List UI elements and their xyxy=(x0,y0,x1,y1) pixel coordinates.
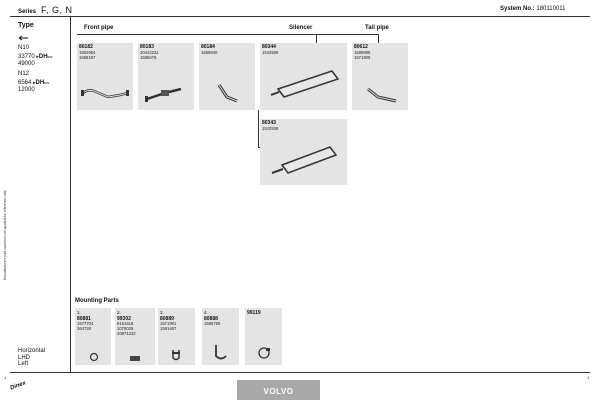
mount-drive: LHD xyxy=(18,354,31,361)
mounting-number: 80889 xyxy=(160,316,174,322)
part-refs: 1586940 xyxy=(201,50,218,55)
mounting-index: 1. xyxy=(77,310,81,315)
dinex-logo: Dinex xyxy=(9,380,27,392)
band-clamp-icon xyxy=(257,346,271,360)
part-card[interactable] xyxy=(352,43,408,110)
part-refs: 1582954 1598197 xyxy=(79,50,96,60)
direction-arrow-icon xyxy=(18,35,30,43)
vehicle-model: N10 xyxy=(18,45,30,51)
mounting-refs: 1571991 1591467 xyxy=(160,321,177,331)
part-number: 80182 xyxy=(79,44,93,50)
part-card[interactable] xyxy=(138,43,194,110)
mounting-number: 80888 xyxy=(204,316,218,322)
part-number: 80343 xyxy=(262,120,276,126)
page-number-left: 1 xyxy=(4,375,7,380)
series-value: F, G, N xyxy=(41,5,73,15)
part-card[interactable] xyxy=(199,43,255,110)
brand-name: VOLVO xyxy=(263,387,294,396)
page-number-right: 1 xyxy=(587,375,590,380)
mounting-info xyxy=(18,348,45,368)
part-number: 80344 xyxy=(262,44,276,50)
category-silencer: Silencer xyxy=(289,25,313,31)
direction-icon: ▸ xyxy=(36,53,39,60)
category-tick xyxy=(378,34,379,43)
category-connector xyxy=(77,34,379,35)
branch-line xyxy=(258,110,259,147)
mounting-parts-title: Mounting Parts xyxy=(75,298,119,304)
hanger-bracket-icon xyxy=(212,342,230,362)
mounting-number: 99119 xyxy=(247,310,261,316)
part-card[interactable] xyxy=(77,43,133,110)
mounting-index: 3. xyxy=(160,310,164,315)
mounting-refs: 8151616 1078026 20871332 xyxy=(117,321,136,336)
part-number: 80183 xyxy=(140,44,154,50)
direction-icon: ▸ xyxy=(33,79,36,86)
vehicle-model: N12 xyxy=(18,71,30,77)
mount-orientation: Horizontal xyxy=(18,348,46,354)
column-divider xyxy=(70,16,71,372)
vehicle-ref: 33770 xyxy=(18,53,35,60)
gasket-ring-icon xyxy=(89,352,99,362)
part-card[interactable] xyxy=(260,119,347,185)
mount-side: Left xyxy=(18,361,29,367)
mounting-card[interactable] xyxy=(245,308,282,365)
part-refs: 20442231 1585679 xyxy=(140,50,159,60)
clamp-icon xyxy=(170,348,182,362)
mounting-number: 99302 xyxy=(117,316,131,322)
category-tick xyxy=(316,34,317,43)
vehicle-code: 12000 xyxy=(18,87,35,93)
mounting-number: 80881 xyxy=(77,316,91,322)
vehicle-code: 49000 xyxy=(18,61,35,67)
mounting-card[interactable] xyxy=(115,308,155,365)
part-refs: 1542938 xyxy=(262,126,279,131)
part-number: 80612 xyxy=(354,44,368,50)
header-divider xyxy=(10,16,590,17)
direction-label: DH xyxy=(38,53,48,60)
mounting-index: 2. xyxy=(117,310,121,315)
silencer-drawing-icon xyxy=(268,137,342,181)
front-pipe-drawing-icon xyxy=(80,81,132,103)
direction-sub: kw xyxy=(44,79,50,85)
part-refs: 1542939 xyxy=(262,50,279,55)
type-title: Type xyxy=(18,22,34,29)
system-number xyxy=(500,6,566,12)
mounting-refs: 1586789 xyxy=(204,321,221,326)
mounting-refs: 1577704 364726 xyxy=(77,321,94,331)
system-value: 180110011 xyxy=(536,6,566,12)
mounting-card[interactable] xyxy=(75,308,111,365)
side-note: Manufacturers part numbers are quoted for reference only xyxy=(3,190,7,280)
mounting-card[interactable] xyxy=(202,308,239,365)
rubber-mount-icon xyxy=(129,354,141,363)
part-number: 80184 xyxy=(201,44,215,50)
intermediate-pipe-drawing-icon xyxy=(143,83,187,105)
mounting-card[interactable] xyxy=(158,308,195,365)
silencer-drawing-icon xyxy=(268,65,342,105)
series-label: Series xyxy=(18,9,37,15)
direction-label: DH xyxy=(35,79,45,86)
series-heading xyxy=(18,5,73,15)
tail-pipe-drawing-icon xyxy=(362,83,402,105)
mounting-index: 4. xyxy=(204,310,208,315)
footer-divider xyxy=(10,372,590,373)
part-refs: 1586985 1571909 xyxy=(354,50,371,60)
direction-sub: kw xyxy=(47,53,53,59)
connection-pipe-drawing-icon xyxy=(209,81,245,105)
category-tail-pipe: Tail pipe xyxy=(365,25,389,31)
vehicle-ref: 6564 xyxy=(18,79,32,86)
vehicle-entry xyxy=(18,71,49,95)
category-front-pipe: Front pipe xyxy=(84,25,114,31)
vehicle-entry xyxy=(18,45,52,69)
system-label: System No.: xyxy=(500,6,535,12)
part-card[interactable] xyxy=(260,43,347,110)
